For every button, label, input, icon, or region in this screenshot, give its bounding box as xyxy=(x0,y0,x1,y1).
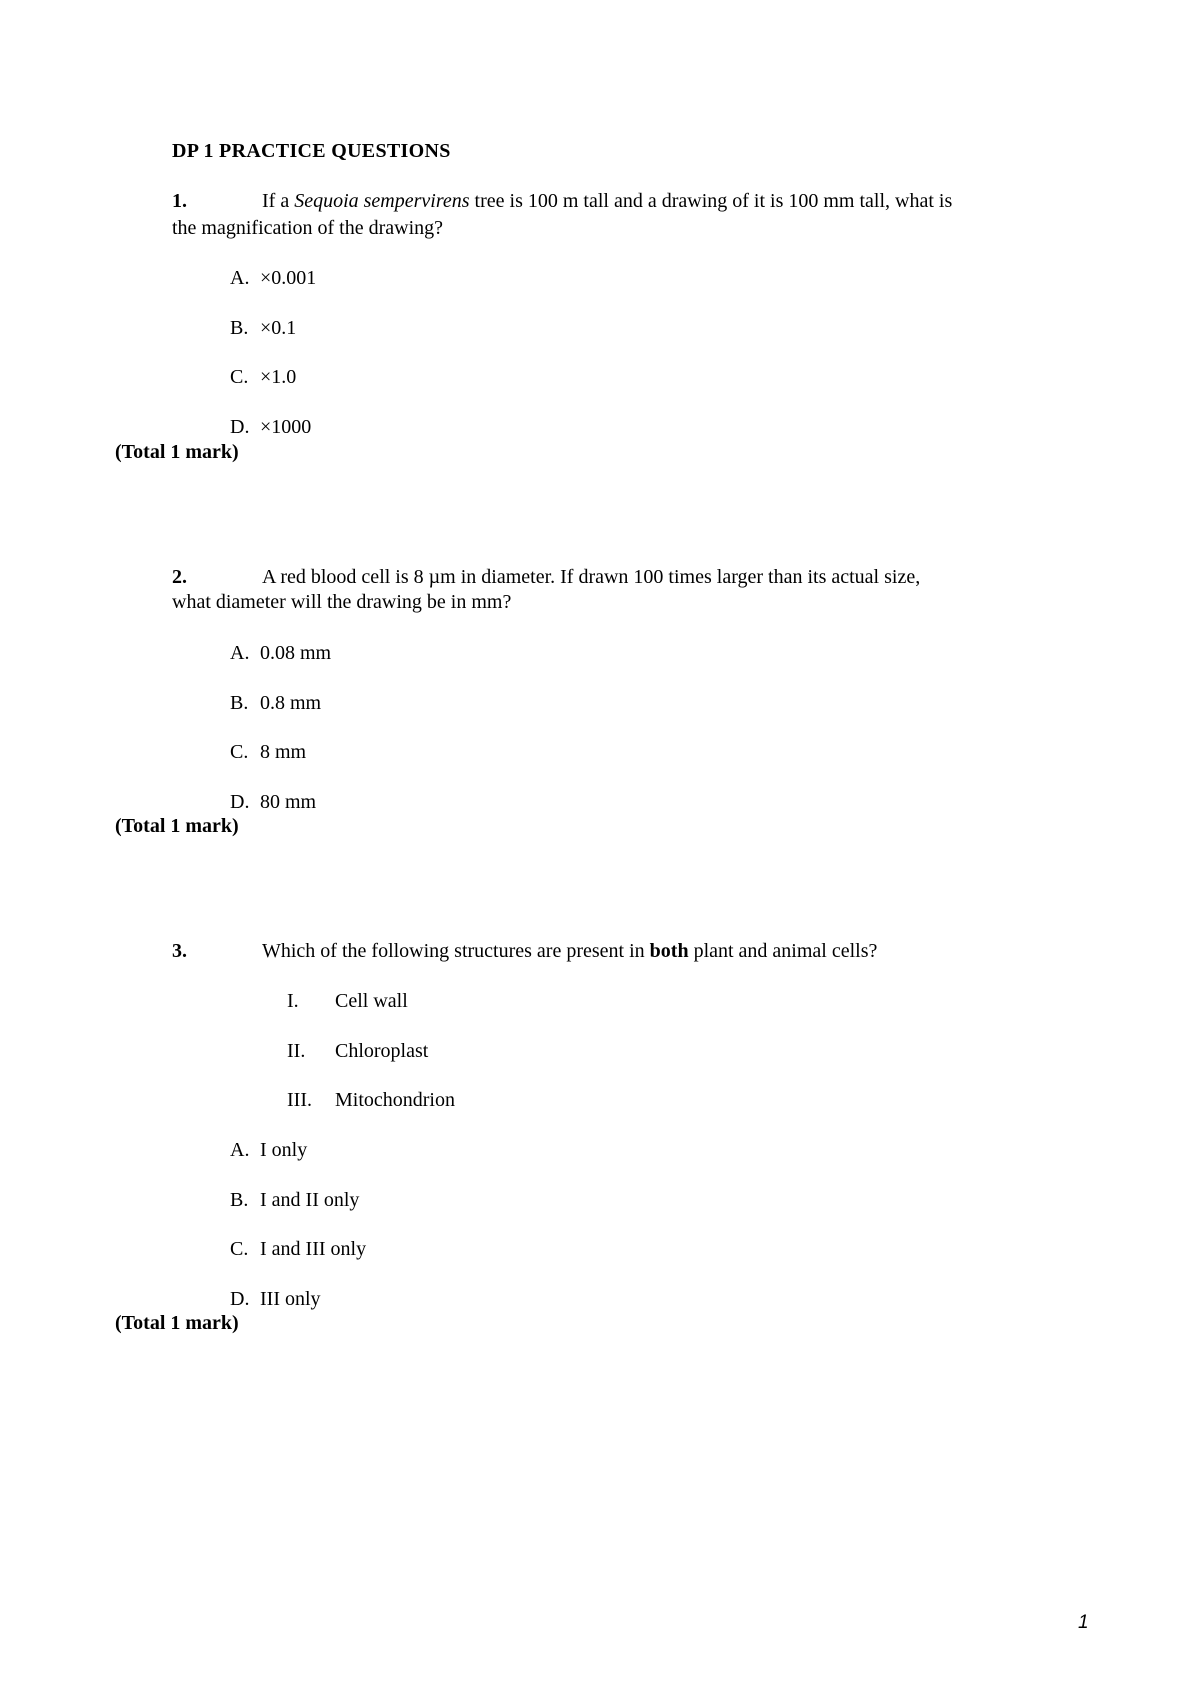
question-2-option-d xyxy=(230,791,316,814)
question-3-option-b xyxy=(230,1189,359,1212)
question-1-option-d xyxy=(230,416,311,439)
option-letter: A. xyxy=(230,642,250,664)
statement-text: Chloroplast xyxy=(335,1040,429,1062)
question-2-total-mark: (Total 1 mark) xyxy=(115,815,239,837)
question-2-number: 2. xyxy=(172,566,187,588)
question-3-total-mark: (Total 1 mark) xyxy=(115,1312,239,1334)
option-text: ×0.001 xyxy=(260,267,317,289)
option-text: I and II only xyxy=(260,1189,360,1211)
statement-text: Cell wall xyxy=(335,990,408,1012)
question-3-option-a xyxy=(230,1139,307,1162)
question-1-option-a xyxy=(230,267,316,290)
option-letter: A. xyxy=(230,267,250,289)
question-2-option-a xyxy=(230,642,331,665)
statement-numeral: II. xyxy=(287,1040,306,1062)
option-letter: B. xyxy=(230,692,249,714)
option-text: 80 mm xyxy=(260,791,317,813)
option-letter: D. xyxy=(230,416,250,438)
question-2-option-b xyxy=(230,692,321,715)
question-3-line-1 xyxy=(262,940,877,963)
question-3-statement-2 xyxy=(287,1040,428,1063)
question-2-option-c xyxy=(230,741,306,764)
option-text: 0.8 mm xyxy=(260,692,322,714)
option-letter: D. xyxy=(230,1288,250,1310)
question-3-number: 3. xyxy=(172,940,187,962)
question-1-option-b xyxy=(230,317,296,340)
question-3-emphasis: both xyxy=(649,940,689,962)
question-3-text-pre: Which of the following structures are present in xyxy=(262,940,650,962)
question-2-line-1: A red blood cell is 8 µm in diameter. If drawn 100 times larger than its actual size, xyxy=(262,566,921,588)
option-text: I only xyxy=(260,1139,308,1161)
option-letter: C. xyxy=(230,1238,249,1260)
option-letter: B. xyxy=(230,317,249,339)
option-text: III only xyxy=(260,1288,321,1310)
question-1-species-name: Sequoia sempervirens xyxy=(294,190,470,212)
question-1-number: 1. xyxy=(172,190,187,212)
option-text: I and III only xyxy=(260,1238,367,1260)
statement-numeral: I. xyxy=(287,990,299,1012)
option-letter: C. xyxy=(230,741,249,763)
option-text: 0.08 mm xyxy=(260,642,332,664)
option-letter: B. xyxy=(230,1189,249,1211)
question-2-line-2: what diameter will the drawing be in mm? xyxy=(172,591,512,613)
option-letter: C. xyxy=(230,366,249,388)
question-1-total-mark: (Total 1 mark) xyxy=(115,441,239,463)
question-1-option-c xyxy=(230,366,296,389)
question-1-text-post: tree is 100 m tall and a drawing of it is 100 mm tall, what is xyxy=(469,190,953,212)
page-number: 1 xyxy=(1078,1612,1089,1633)
option-text: ×1.0 xyxy=(260,366,297,388)
question-1-line-1 xyxy=(262,190,952,213)
option-letter: A. xyxy=(230,1139,250,1161)
option-letter: D. xyxy=(230,791,250,813)
question-3-statement-1 xyxy=(287,990,408,1013)
option-text: 8 mm xyxy=(260,741,307,763)
option-text: ×1000 xyxy=(260,416,312,438)
document-title: DP 1 PRACTICE QUESTIONS xyxy=(172,140,451,162)
question-1-text-pre: If a xyxy=(262,190,295,212)
question-3-option-d xyxy=(230,1288,321,1311)
question-1-line-2: the magnification of the drawing? xyxy=(172,217,444,239)
question-3-option-c xyxy=(230,1238,366,1261)
question-3-statement-3 xyxy=(287,1089,455,1112)
statement-numeral: III. xyxy=(287,1089,312,1111)
statement-text: Mitochondrion xyxy=(335,1089,455,1111)
option-text: ×0.1 xyxy=(260,317,297,339)
question-3-text-post: plant and animal cells? xyxy=(688,940,878,962)
